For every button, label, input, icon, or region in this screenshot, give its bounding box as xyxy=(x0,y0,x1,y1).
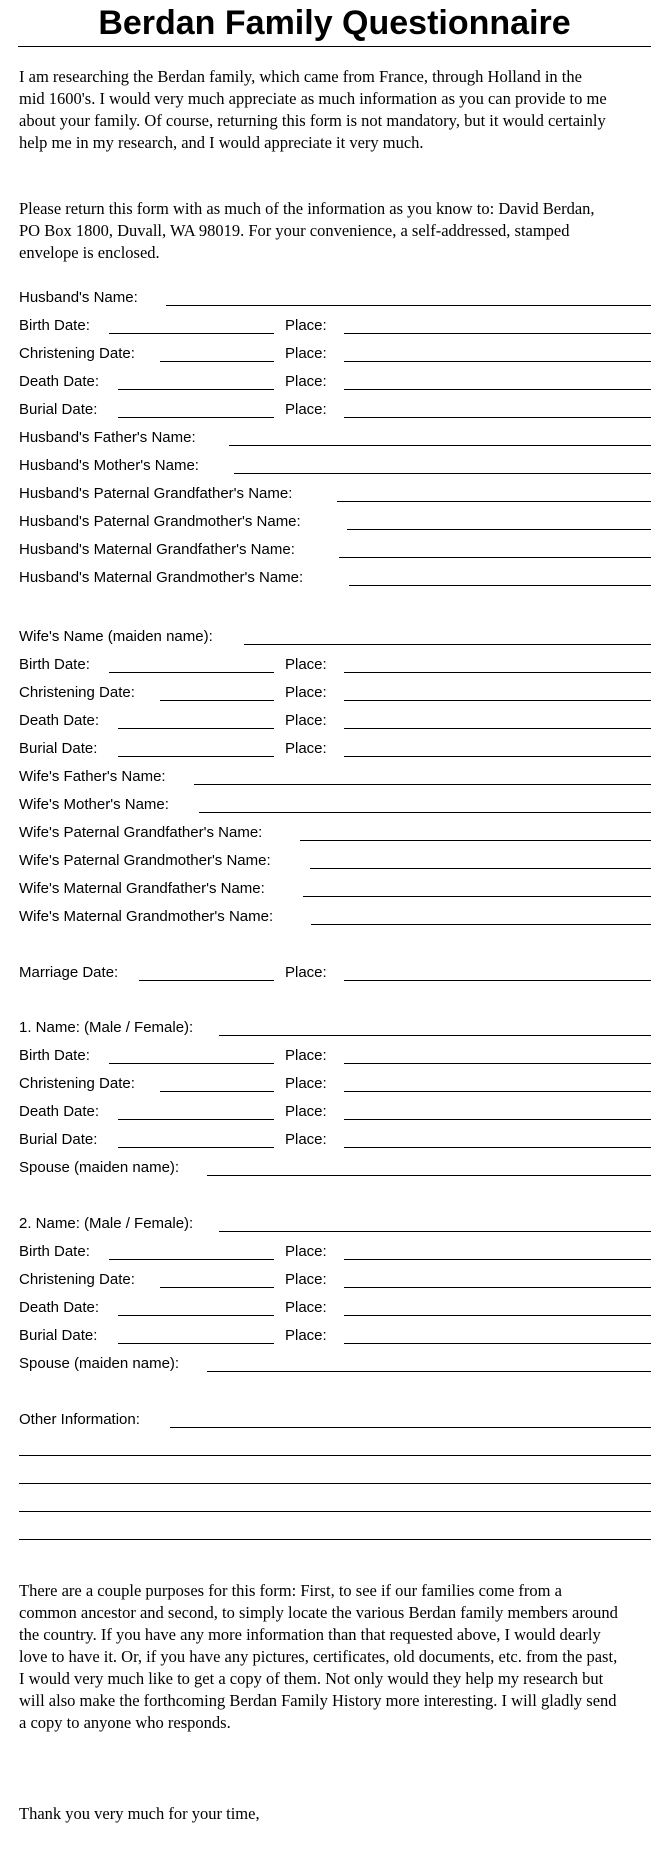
child1-christening-date-label: Christening Date: xyxy=(19,1075,135,1092)
child2-name-row xyxy=(19,1214,651,1234)
husband-name-field[interactable] xyxy=(166,305,651,306)
wife-christening-date-field[interactable] xyxy=(160,700,274,701)
husband-death-row xyxy=(19,372,651,392)
child2-death-place-label: Place: xyxy=(285,1299,327,1316)
child1-spouse-row xyxy=(19,1158,651,1178)
child2-name-field[interactable] xyxy=(219,1231,651,1232)
child2-burial-place-field[interactable] xyxy=(344,1343,651,1344)
child2-death-date-field[interactable] xyxy=(118,1315,274,1316)
child1-name-label: 1. Name: (Male / Female): xyxy=(19,1019,194,1036)
husband-christening-date-field[interactable] xyxy=(160,361,274,362)
marriage-date-label: Marriage Date: xyxy=(19,964,119,981)
child2-burial-date-field[interactable] xyxy=(118,1343,274,1344)
wife-mother-row xyxy=(19,795,651,815)
child2-birth-date-field[interactable] xyxy=(109,1259,274,1260)
child2-birth-place-field[interactable] xyxy=(344,1259,651,1260)
husband-burial-place-label: Place: xyxy=(285,401,327,418)
husband-death-date-field[interactable] xyxy=(118,389,274,390)
marriage-row xyxy=(19,963,651,983)
wife-father-row xyxy=(19,767,651,787)
wife-birth-place-field[interactable] xyxy=(344,672,651,673)
child1-name-field[interactable] xyxy=(219,1035,651,1036)
husband-maternal-grandfather-row xyxy=(19,540,651,560)
child1-death-place-label: Place: xyxy=(285,1103,327,1120)
child2-christening-date-label: Christening Date: xyxy=(19,1271,135,1288)
wife-paternal-grandmother-label: Wife's Paternal Grandmother's Name: xyxy=(19,852,271,869)
child1-christening-place-label: Place: xyxy=(285,1075,327,1092)
child1-christening-place-field[interactable] xyxy=(344,1091,651,1092)
wife-burial-row xyxy=(19,739,651,759)
husband-paternal-grandmother-field[interactable] xyxy=(347,529,651,530)
husband-birth-row xyxy=(19,316,651,336)
other-information-field[interactable] xyxy=(170,1427,651,1428)
title-divider xyxy=(18,46,651,47)
wife-mother-label: Wife's Mother's Name: xyxy=(19,796,169,813)
wife-christening-place-field[interactable] xyxy=(344,700,651,701)
husband-paternal-grandfather-field[interactable] xyxy=(337,501,651,502)
child2-spouse-label: Spouse (maiden name): xyxy=(19,1355,180,1372)
husband-paternal-grandfather-row xyxy=(19,484,651,504)
wife-maternal-grandfather-label: Wife's Maternal Grandfather's Name: xyxy=(19,880,265,897)
marriage-place-field[interactable] xyxy=(344,980,651,981)
child1-burial-place-field[interactable] xyxy=(344,1147,651,1148)
husband-name-label: Husband's Name: xyxy=(19,289,138,306)
husband-burial-row xyxy=(19,400,651,420)
husband-name-row xyxy=(19,288,651,308)
wife-birth-date-label: Birth Date: xyxy=(19,656,90,673)
other-information-line[interactable] xyxy=(19,1539,651,1540)
husband-mother-row xyxy=(19,456,651,476)
husband-maternal-grandmother-label: Husband's Maternal Grandmother's Name: xyxy=(19,569,304,586)
child1-death-place-field[interactable] xyxy=(344,1119,651,1120)
page-title: Berdan Family Questionnaire xyxy=(98,4,571,42)
wife-name-field[interactable] xyxy=(244,644,651,645)
wife-maternal-grandmother-field[interactable] xyxy=(311,924,651,925)
other-information-label: Other Information: xyxy=(19,1411,140,1428)
child2-christening-place-field[interactable] xyxy=(344,1287,651,1288)
husband-father-label: Husband's Father's Name: xyxy=(19,429,196,446)
wife-name-label: Wife's Name (maiden name): xyxy=(19,628,213,645)
child2-death-date-label: Death Date: xyxy=(19,1299,100,1316)
wife-paternal-grandfather-label: Wife's Paternal Grandfather's Name: xyxy=(19,824,263,841)
wife-death-date-label: Death Date: xyxy=(19,712,100,729)
wife-birth-row xyxy=(19,655,651,675)
wife-death-row xyxy=(19,711,651,731)
husband-mother-field[interactable] xyxy=(234,473,651,474)
wife-father-label: Wife's Father's Name: xyxy=(19,768,166,785)
child1-burial-place-label: Place: xyxy=(285,1131,327,1148)
wife-birth-place-label: Place: xyxy=(285,656,327,673)
wife-paternal-grandmother-row xyxy=(19,851,651,871)
husband-birth-date-field[interactable] xyxy=(109,333,274,334)
wife-death-place-label: Place: xyxy=(285,712,327,729)
husband-paternal-grandfather-label: Husband's Paternal Grandfather's Name: xyxy=(19,485,293,502)
wife-birth-date-field[interactable] xyxy=(109,672,274,673)
child1-death-row xyxy=(19,1102,651,1122)
husband-christening-place-label: Place: xyxy=(285,345,327,362)
wife-paternal-grandfather-row xyxy=(19,823,651,843)
wife-maternal-grandmother-label: Wife's Maternal Grandmother's Name: xyxy=(19,908,274,925)
child1-birth-date-label: Birth Date: xyxy=(19,1047,90,1064)
child1-name-row xyxy=(19,1018,651,1038)
child2-burial-place-label: Place: xyxy=(285,1327,327,1344)
husband-burial-date-label: Burial Date: xyxy=(19,401,98,418)
child2-christening-row xyxy=(19,1270,651,1290)
wife-mother-field[interactable] xyxy=(199,812,651,813)
husband-maternal-grandfather-field[interactable] xyxy=(339,557,651,558)
child2-death-place-field[interactable] xyxy=(344,1315,651,1316)
husband-burial-date-field[interactable] xyxy=(118,417,274,418)
husband-christening-place-field[interactable] xyxy=(344,361,651,362)
child2-spouse-field[interactable] xyxy=(207,1371,651,1372)
husband-burial-place-field[interactable] xyxy=(344,417,651,418)
child2-spouse-row xyxy=(19,1354,651,1374)
wife-death-date-field[interactable] xyxy=(118,728,274,729)
husband-death-place-field[interactable] xyxy=(344,389,651,390)
return-instructions: Please return this form with as much of the information as you know to: David Berdan, PO Box 1800, Duvall, WA 98019. For your convenience, a self-addressed, stamped envelope is enclosed. xyxy=(19,199,595,262)
husband-mother-label: Husband's Mother's Name: xyxy=(19,457,199,474)
child2-christening-place-label: Place: xyxy=(285,1271,327,1288)
closing-paragraph: There are a couple purposes for this form: First, to see if our families come from a common ancestor and second, to simply locate the various Berdan family members around the country. If you have any more information than that requested above, I would dearly love to have it. Or, if you have any pictures, certificates, old documents, etc. from the past, I would very much like to get a copy of them. Not only would they help my research but will also make the forthcoming Berdan Family History more interesting. I will gladly send a copy to anyone who responds. xyxy=(19,1581,618,1732)
wife-burial-date-label: Burial Date: xyxy=(19,740,98,757)
marriage-date-field[interactable] xyxy=(139,980,274,981)
husband-paternal-grandmother-label: Husband's Paternal Grandmother's Name: xyxy=(19,513,301,530)
child2-burial-date-label: Burial Date: xyxy=(19,1327,98,1344)
child2-name-label: 2. Name: (Male / Female): xyxy=(19,1215,194,1232)
wife-burial-place-field[interactable] xyxy=(344,756,651,757)
child1-birth-date-field[interactable] xyxy=(109,1063,274,1064)
wife-maternal-grandmother-row xyxy=(19,907,651,927)
wife-paternal-grandmother-field[interactable] xyxy=(310,868,651,869)
intro-paragraph: I am researching the Berdan family, which came from France, through Holland in the mid 1600's. I would very much appreciate as much information as you can provide to me about your family. Of course, returning this form is not mandatory, but it would certainly help me in my research, and I would appreciate it very much. xyxy=(19,67,607,152)
husband-maternal-grandmother-row xyxy=(19,568,651,588)
wife-name-row xyxy=(19,627,651,647)
other-information-line[interactable] xyxy=(19,1483,651,1484)
wife-christening-date-label: Christening Date: xyxy=(19,684,135,701)
wife-paternal-grandfather-field[interactable] xyxy=(300,840,651,841)
wife-father-field[interactable] xyxy=(194,784,651,785)
wife-christening-row xyxy=(19,683,651,703)
wife-death-place-field[interactable] xyxy=(344,728,651,729)
child2-birth-place-label: Place: xyxy=(285,1243,327,1260)
husband-birth-date-label: Birth Date: xyxy=(19,317,90,334)
husband-death-place-label: Place: xyxy=(285,373,327,390)
wife-burial-place-label: Place: xyxy=(285,740,327,757)
husband-father-field[interactable] xyxy=(229,445,651,446)
husband-christening-row xyxy=(19,344,651,364)
child1-birth-place-label: Place: xyxy=(285,1047,327,1064)
child1-christening-date-field[interactable] xyxy=(160,1091,274,1092)
child1-death-date-label: Death Date: xyxy=(19,1103,100,1120)
child2-burial-row xyxy=(19,1326,651,1346)
other-information-line[interactable] xyxy=(19,1455,651,1456)
other-information-row xyxy=(19,1410,651,1430)
signoff-text: Thank you very much for your time, xyxy=(19,1804,260,1823)
child1-burial-date-field[interactable] xyxy=(118,1147,274,1148)
child1-burial-date-label: Burial Date: xyxy=(19,1131,98,1148)
child1-burial-row xyxy=(19,1130,651,1150)
wife-maternal-grandfather-field[interactable] xyxy=(303,896,651,897)
child1-spouse-label: Spouse (maiden name): xyxy=(19,1159,180,1176)
other-information-line[interactable] xyxy=(19,1511,651,1512)
husband-birth-place-field[interactable] xyxy=(344,333,651,334)
child1-christening-row xyxy=(19,1074,651,1094)
husband-maternal-grandmother-field[interactable] xyxy=(349,585,651,586)
husband-christening-date-label: Christening Date: xyxy=(19,345,135,362)
wife-burial-date-field[interactable] xyxy=(118,756,274,757)
child1-birth-row xyxy=(19,1046,651,1066)
wife-maternal-grandfather-row xyxy=(19,879,651,899)
husband-paternal-grandmother-row xyxy=(19,512,651,532)
husband-father-row xyxy=(19,428,651,448)
child1-birth-place-field[interactable] xyxy=(344,1063,651,1064)
child1-spouse-field[interactable] xyxy=(207,1175,651,1176)
child2-christening-date-field[interactable] xyxy=(160,1287,274,1288)
wife-christening-place-label: Place: xyxy=(285,684,327,701)
child1-death-date-field[interactable] xyxy=(118,1119,274,1120)
child2-death-row xyxy=(19,1298,651,1318)
child2-birth-date-label: Birth Date: xyxy=(19,1243,90,1260)
husband-death-date-label: Death Date: xyxy=(19,373,100,390)
child2-birth-row xyxy=(19,1242,651,1262)
husband-birth-place-label: Place: xyxy=(285,317,327,334)
husband-maternal-grandfather-label: Husband's Maternal Grandfather's Name: xyxy=(19,541,295,558)
marriage-place-label: Place: xyxy=(285,964,327,981)
